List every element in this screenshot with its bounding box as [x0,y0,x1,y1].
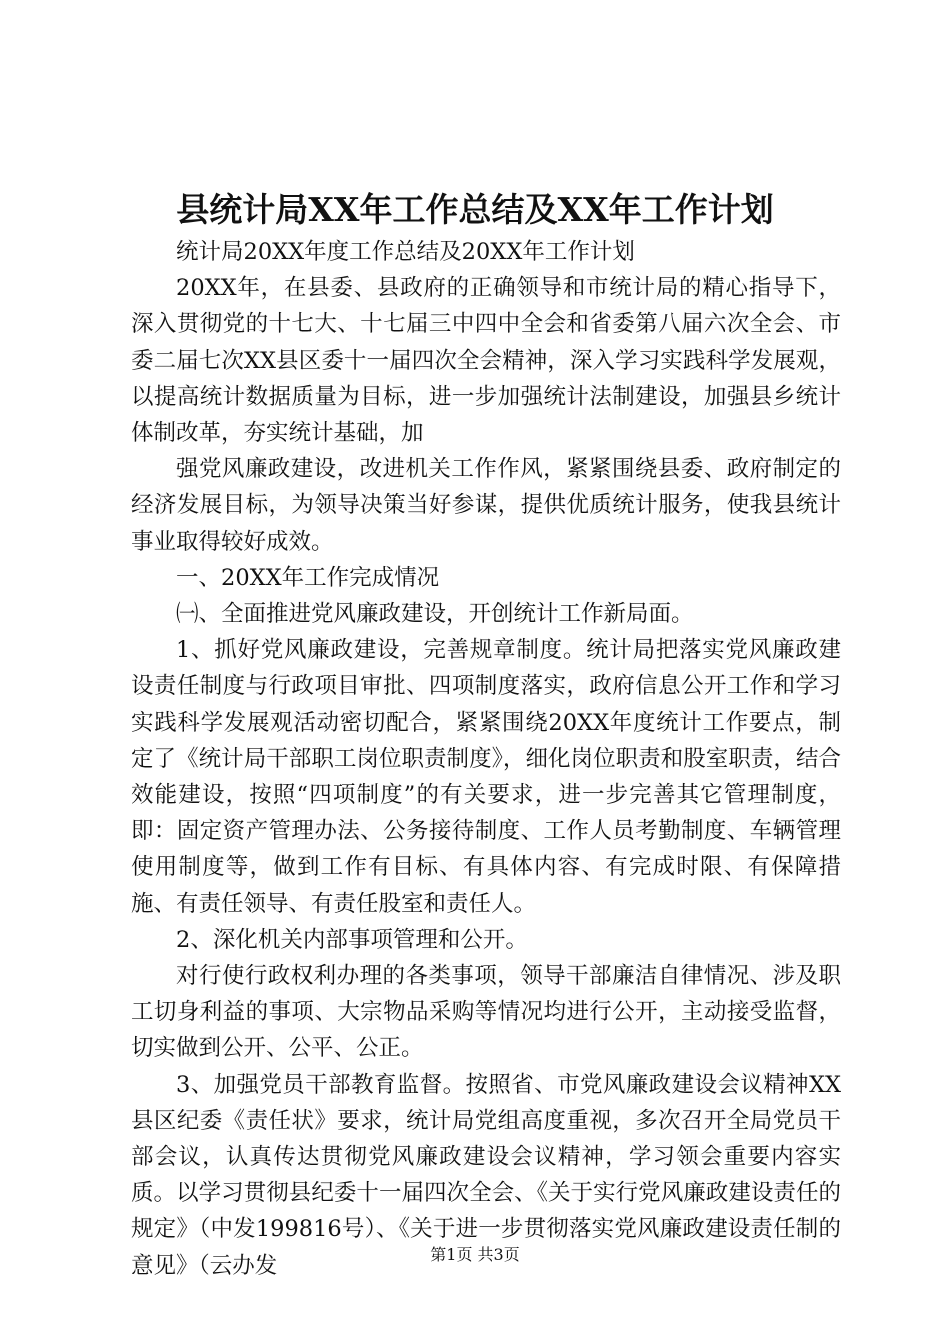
paragraph-item-1: 1、抓好党风廉政建设，完善规章制度。统计局把落实党风廉政建设责任制度与行政项目审批、四项制度落实，政府信息公开工作和学习实践科学发展观活动密切配合，紧紧围绕20XX年度统计工作要点，制定了《统计局干部职工岗位职责制度》，细化岗位职责和股室职责，结合效能建设，按照“四项制度”的有关要求，进一步完善其它管理制度，即：固定资产管理办法、公务接待制度、工作人员考勤制度、车辆管理使用制度等，做到工作有目标、有具体内容、有完成时限、有保障措施、有责任领导、有责任股室和责任人。 [131,637,841,917]
paragraph-subtitle: 统计局20XX年度工作总结及20XX年工作计划 [176,239,635,265]
paragraph-intro: 20XX年，在县委、县政府的正确领导和市统计局的精心指导下，深入贯彻党的十七大、十七届三中四中全会和省委第八届六次全会、市委二届七次XX县区委十一届四次全会精神，深入学习实践科学发展观，以提高统计数据质量为目标，进一步加强统计法制建设，加强县乡统计体制改革，夯实统计基础，加 [131,275,841,447]
paragraph-item-2: 2、深化机关内部事项管理和公开。 [176,926,528,953]
document-title: 县统计局XX年工作总结及XX年工作计划 [176,190,774,229]
section-heading-1: 一、20XX年工作完成情况 [176,564,440,591]
subsection-heading-1: ㈠、全面推进党风廉政建设，开创统计工作新局面。 [176,601,694,628]
page-footer: 第1页 共3页 [430,1245,520,1264]
paragraph-item-3: 3、加强党员干部教育监督。按照省、市党风廉政建设会议精神XX县区纪委《责任状》要求，统计局党组高度重视，多次召开全局党员干部会议，认真传达贯彻党风廉政建设会议精神，学习领会重要内容实质。以学习贯彻县纪委十一届四次全会、《关于实行党风廉政建设责任的规定》（中发199816号）、《关于进一步贯彻落实党风廉政建设责任制的意见》（云办发 [131,1071,841,1279]
document-body [131,234,841,1284]
paragraph-intro-continued: 强党风廉政建设，改进机关工作作风，紧紧围绕县委、政府制定的经济发展目标，为领导决策当好参谋，提供优质统计服务，使我县统计事业取得较好成效。 [131,456,841,555]
paragraph-item-2-detail: 对行使行政权利办理的各类事项，领导干部廉洁自律情况、涉及职工切身利益的事项、大宗物品采购等情况均进行公开，主动接受监督，切实做到公开、公平、公正。 [131,963,841,1062]
